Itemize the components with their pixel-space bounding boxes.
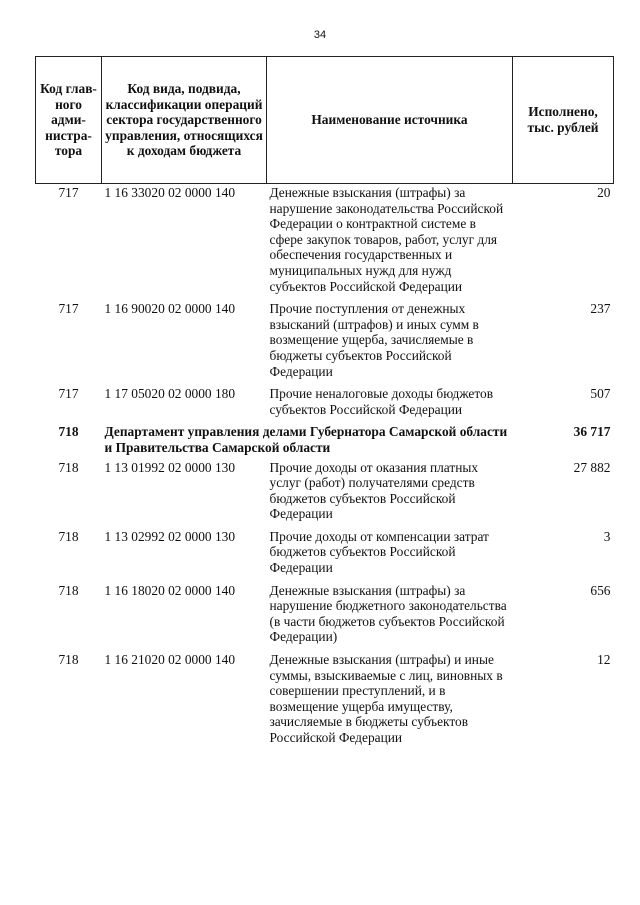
- source-name-cell: Денежные взыскания (штрафы) за нарушение законодательства Российской Федерации о контрактной системе в сфере закупок товаров, работ, услуг для обеспечения государственных и муниципальных нужд для нужд субъектов Российской Федерации: [269, 185, 504, 294]
- header-classification-code: Код вида, подвида, классификации операций сектора государственного управления, относящихся к доходам бюджета: [102, 57, 267, 184]
- amount-cell: 237: [590, 301, 611, 317]
- header-executed: Исполнено, тыс. рублей: [513, 57, 614, 184]
- department-name-cell: Департамент управления делами Губернатора Самарской области и Правительства Самарской области: [104, 424, 508, 455]
- admin-code-cell: 718: [58, 424, 79, 440]
- table-row: [36, 301, 614, 386]
- amount-cell: 507: [590, 386, 611, 402]
- classification-code-cell: 1 13 02992 02 0000 130: [104, 528, 236, 544]
- header-source-name: Наименование источника: [267, 57, 513, 184]
- amount-cell: 12: [597, 652, 611, 668]
- table-row: [36, 652, 614, 753]
- amount-cell: 20: [597, 185, 611, 200]
- admin-code-cell: 717: [58, 185, 79, 200]
- header-admin-code: Код глав-ного адми-нистра-тора: [36, 57, 102, 184]
- classification-code-cell: 1 16 21020 02 0000 140: [104, 652, 236, 668]
- classification-code-cell: 1 17 05020 02 0000 180: [104, 386, 236, 402]
- classification-code-cell: 1 16 33020 02 0000 140: [104, 185, 236, 200]
- table-row: [36, 184, 614, 302]
- source-name-cell: Прочие неналоговые доходы бюджетов субъектов Российской Федерации: [269, 386, 494, 417]
- table-row: [36, 583, 614, 652]
- source-name-cell: Денежные взыскания (штрафы) и иные суммы, взыскиваемые с лиц, виновных в совершении преступлений, и в возмещение ущерба имуществу, зачисляемые в бюджеты субъектов Российской Федерации: [269, 652, 503, 745]
- revenue-table: [35, 56, 614, 753]
- source-name-cell: Денежные взыскания (штрафы) за нарушение бюджетного законодательства (в части бюджетов субъектов Российской Федерации): [269, 582, 507, 645]
- source-name-cell: Прочие доходы от компенсации затрат бюджетов субъектов Российской Федерации: [269, 528, 489, 576]
- amount-cell: 656: [590, 582, 611, 598]
- amount-cell: 3: [603, 528, 611, 544]
- classification-code-cell: 1 16 90020 02 0000 140: [104, 301, 236, 317]
- department-total-cell: 36 717: [573, 424, 611, 440]
- table-header-row: [36, 57, 614, 184]
- source-name-cell: Прочие поступления от денежных взысканий (штрафов) и иных сумм в возмещение ущерба, зачисляемые в бюджеты субъектов Российской Федерации: [269, 301, 479, 379]
- table-row: [36, 460, 614, 529]
- classification-code-cell: 1 16 18020 02 0000 140: [104, 582, 236, 598]
- admin-code-cell: 718: [58, 652, 79, 668]
- page-number: 34: [313, 29, 327, 41]
- department-row: [36, 424, 614, 459]
- table-row: [36, 386, 614, 424]
- amount-cell: 27 882: [573, 459, 611, 475]
- classification-code-cell: 1 13 01992 02 0000 130: [104, 459, 236, 475]
- admin-code-cell: 718: [58, 459, 79, 475]
- admin-code-cell: 718: [58, 582, 79, 598]
- admin-code-cell: 717: [58, 301, 79, 317]
- admin-code-cell: 718: [58, 528, 79, 544]
- table-row: [36, 529, 614, 583]
- source-name-cell: Прочие доходы от оказания платных услуг (работ) получателями средств бюджетов субъектов Российской Федерации: [269, 459, 479, 522]
- admin-code-cell: 717: [58, 386, 79, 402]
